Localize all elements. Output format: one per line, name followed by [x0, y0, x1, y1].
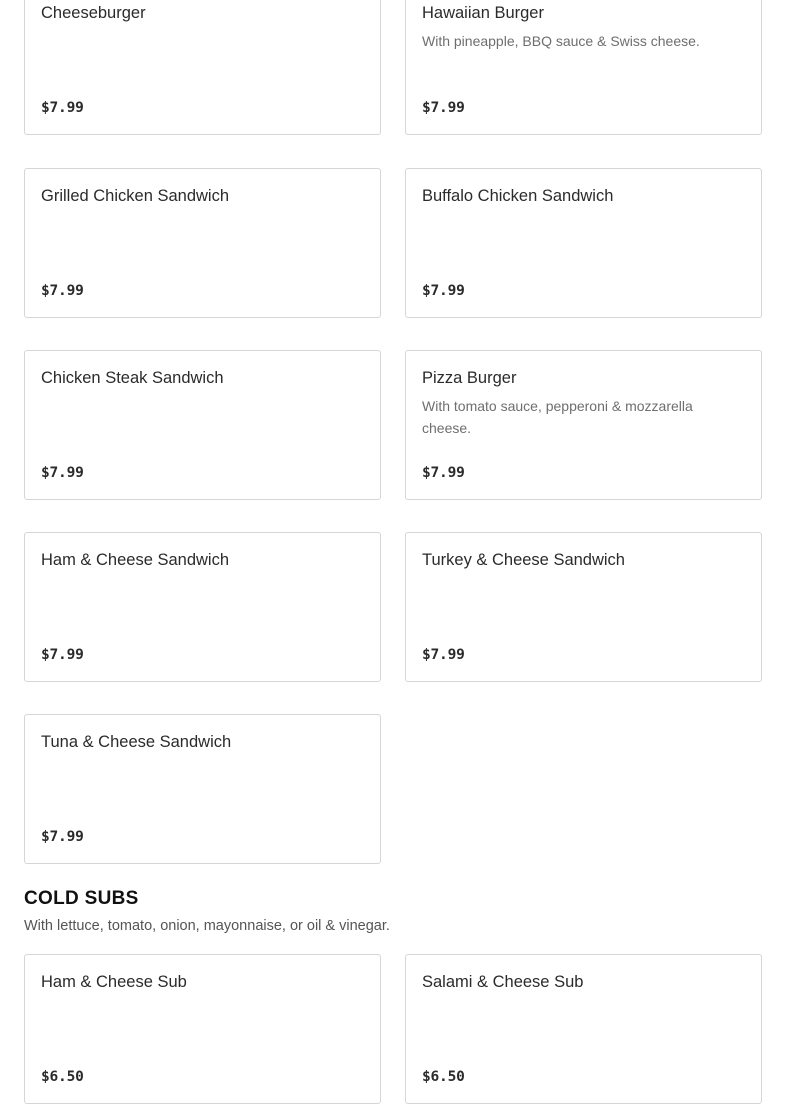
- item-price: $7.99: [41, 465, 84, 481]
- menu-item-card[interactable]: [24, 954, 381, 1104]
- section-title: COLD SUBS: [24, 888, 139, 909]
- item-price: $7.99: [41, 100, 84, 116]
- menu-item-card[interactable]: [405, 532, 762, 682]
- menu-item-card[interactable]: [405, 350, 762, 500]
- menu-item-card[interactable]: [24, 0, 381, 135]
- item-name: Turkey & Cheese Sandwich: [422, 551, 625, 569]
- item-description: With pineapple, BBQ sauce & Swiss cheese.: [422, 33, 700, 49]
- item-name: Salami & Cheese Sub: [422, 973, 584, 991]
- item-name: Pizza Burger: [422, 369, 517, 387]
- menu-item-card[interactable]: [24, 350, 381, 500]
- item-price: $7.99: [41, 283, 84, 299]
- menu-item-card[interactable]: [405, 954, 762, 1104]
- menu-item-card[interactable]: [405, 0, 762, 135]
- item-name: Tuna & Cheese Sandwich: [41, 733, 232, 751]
- item-price: $7.99: [422, 465, 465, 481]
- item-name: Chicken Steak Sandwich: [41, 369, 224, 387]
- item-price: $6.50: [422, 1069, 465, 1085]
- item-price: $7.99: [422, 283, 465, 299]
- item-price: $6.50: [41, 1069, 84, 1085]
- item-name: Ham & Cheese Sub: [41, 973, 187, 991]
- item-name: Cheeseburger: [41, 4, 146, 22]
- item-price: $7.99: [41, 829, 84, 845]
- menu-item-card[interactable]: [24, 714, 381, 864]
- menu-item-card[interactable]: [24, 532, 381, 682]
- menu-item-card[interactable]: [405, 168, 762, 318]
- item-price: $7.99: [41, 647, 84, 663]
- item-name: Ham & Cheese Sandwich: [41, 551, 230, 569]
- item-name: Hawaiian Burger: [422, 4, 544, 22]
- item-description: With tomato sauce, pepperoni & mozzarella cheese.: [422, 398, 693, 436]
- menu-item-card[interactable]: [24, 168, 381, 318]
- item-price: $7.99: [422, 100, 465, 116]
- section-description: With lettuce, tomato, onion, mayonnaise, or oil & vinegar.: [24, 918, 390, 934]
- item-name: Grilled Chicken Sandwich: [41, 187, 230, 205]
- item-price: $7.99: [422, 647, 465, 663]
- item-name: Buffalo Chicken Sandwich: [422, 187, 614, 205]
